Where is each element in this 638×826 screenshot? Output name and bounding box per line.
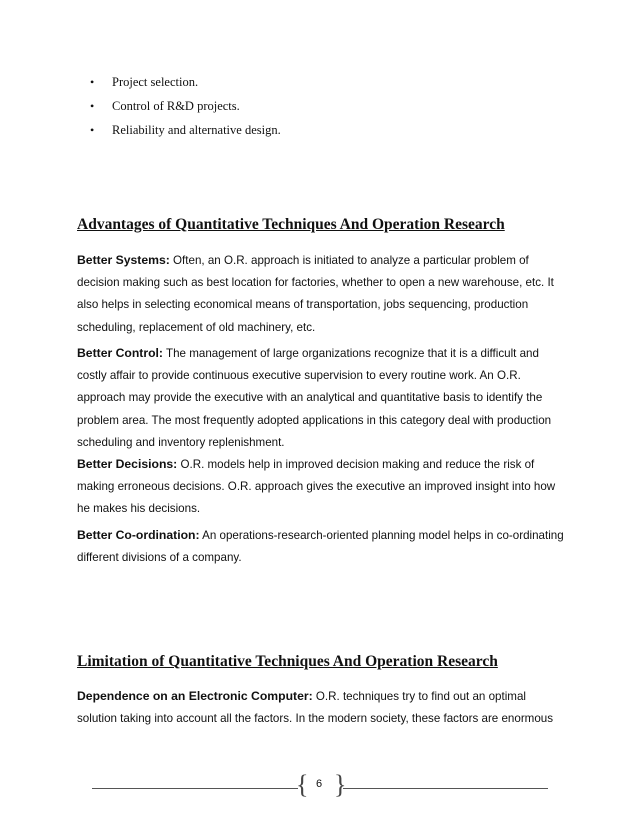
bullet-item: • Control of R&D projects. [90,94,281,118]
paragraph-label: Better Systems: [77,253,170,267]
paragraph-text: The management of large organizations recognize that it is a difficult and costly affair to provide continuous executive supervision to every routine work. An O.R. approach may provide the executive with an analytical and quantitative basis to identify the problem area. The most frequently adopted applications in this category deal with production scheduling and inventory replenishment. [77,347,552,449]
bullet-item: • Project selection. [90,70,281,94]
paragraph-better-decisions [77,453,567,521]
paragraph-computer-dependence [77,685,567,730]
bullet-item: • Reliability and alternative design. [90,118,281,142]
paragraph-label: Better Control: [77,346,163,360]
paragraph-text: O.R. models help in improved decision making and reduce the risk of making erroneous decisions. O.R. approach gives the executive an improved insight into how he makes his decisions. [77,458,556,516]
paragraph-text: An operations-research-oriented planning model helps in co-ordinating different divisions of a company. [77,529,564,565]
page-number: 6 [315,778,323,790]
paragraph-text: O.R. techniques try to find out an optimal solution taking into account all the factors. In the modern society, these factors are enormous [77,690,554,726]
paragraph-better-control [77,342,567,454]
paragraph-better-systems [77,249,567,339]
section-heading-advantages: Advantages of Quantitative Techniques And Operation Research [77,216,505,233]
paragraph-label: Better Decisions: [77,457,178,471]
section-heading-limitation: Limitation of Quantitative Techniques And Operation Research [77,653,498,670]
paragraph-label: Better Co-ordination: [77,528,200,542]
paragraph-better-coordination [77,524,567,569]
bullet-list [90,70,281,142]
footer-rule-left [92,788,298,789]
paragraph-label: Dependence on an Electronic Computer: [77,689,313,703]
right-brace-ornament: } [334,770,347,799]
footer-rule-right [343,788,548,789]
paragraph-text: Often, an O.R. approach is initiated to analyze a particular problem of decision making such as best location for factories, whether to open a new warehouse, etc. It also helps in selecting economical means of transportation, jobs sequencing, production scheduling, replacement of old machinery, etc. [77,254,554,334]
left-brace-ornament: { [296,770,309,799]
